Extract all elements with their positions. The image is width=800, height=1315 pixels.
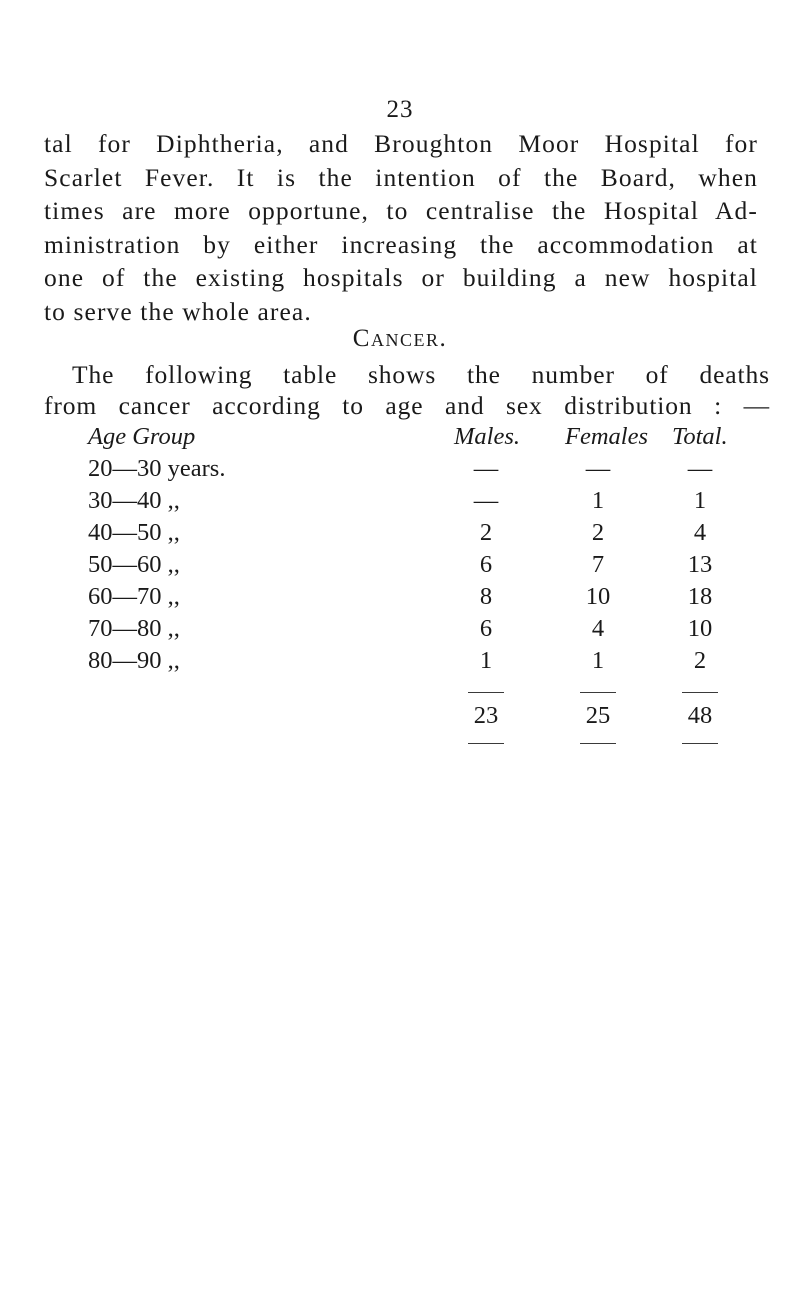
sum-rule bbox=[682, 692, 718, 693]
row-total: 13 bbox=[687, 551, 713, 578]
row-females: — bbox=[585, 455, 611, 482]
intro-line: from cancer according to age and sex distribution : — bbox=[44, 391, 770, 420]
page-number: 23 bbox=[386, 96, 414, 123]
row-males: 8 bbox=[479, 583, 493, 610]
paragraph-line: times are more opportune, to centralise the Hospital Ad- bbox=[44, 196, 758, 225]
row-age: 50—60 ,, bbox=[88, 551, 180, 578]
row-males: 6 bbox=[479, 551, 493, 578]
header-females: Females bbox=[565, 423, 648, 450]
row-age: 30—40 ,, bbox=[88, 487, 180, 514]
paragraph-line: ministration by either increasing the accommodation at bbox=[44, 229, 758, 259]
row-age: 70—80 ,, bbox=[88, 615, 180, 642]
row-total: 10 bbox=[687, 615, 713, 642]
row-total: 1 bbox=[693, 487, 707, 514]
row-males: — bbox=[473, 487, 499, 514]
row-age: 40—50 ,, bbox=[88, 519, 180, 546]
sum-rule bbox=[468, 692, 504, 693]
header-males: Males. bbox=[454, 423, 520, 450]
row-males: 1 bbox=[479, 647, 493, 674]
header-total: Total. bbox=[672, 423, 728, 450]
intro-line: The following table shows the number of deaths bbox=[72, 360, 770, 389]
row-females: 10 bbox=[585, 583, 611, 610]
row-females: 1 bbox=[591, 647, 605, 674]
row-males: 6 bbox=[479, 615, 493, 642]
paragraph-line: Scarlet Fever. It is the intention of the Board, when bbox=[44, 162, 758, 192]
row-females: 4 bbox=[591, 615, 605, 642]
sum-rule bbox=[580, 692, 616, 693]
row-age: 60—70 ,, bbox=[88, 583, 180, 610]
row-males: 2 bbox=[479, 519, 493, 546]
row-total: — bbox=[687, 455, 713, 482]
sum-rule bbox=[580, 743, 616, 744]
row-total: 4 bbox=[693, 519, 707, 546]
paragraph-line: to serve the whole area. bbox=[44, 296, 312, 326]
header-age-group: Age Group bbox=[88, 423, 196, 450]
sum-rule bbox=[682, 743, 718, 744]
row-females: 1 bbox=[591, 487, 605, 514]
total-females: 25 bbox=[585, 702, 611, 729]
row-females: 7 bbox=[591, 551, 605, 578]
paragraph-line: one of the existing hospitals or building a new hospital bbox=[44, 263, 758, 292]
row-age: 80—90 ,, bbox=[88, 647, 180, 674]
row-total: 2 bbox=[693, 647, 707, 674]
row-males: — bbox=[473, 455, 499, 482]
sum-rule bbox=[468, 743, 504, 744]
total-total: 48 bbox=[687, 702, 713, 729]
row-age: 20—30 years. bbox=[88, 455, 226, 482]
row-total: 18 bbox=[687, 583, 713, 610]
paragraph-line: tal for Diphtheria, and Broughton Moor Hospital for bbox=[44, 129, 758, 158]
row-females: 2 bbox=[591, 519, 605, 546]
section-heading: Cancer. bbox=[352, 325, 448, 352]
total-males: 23 bbox=[473, 702, 499, 729]
